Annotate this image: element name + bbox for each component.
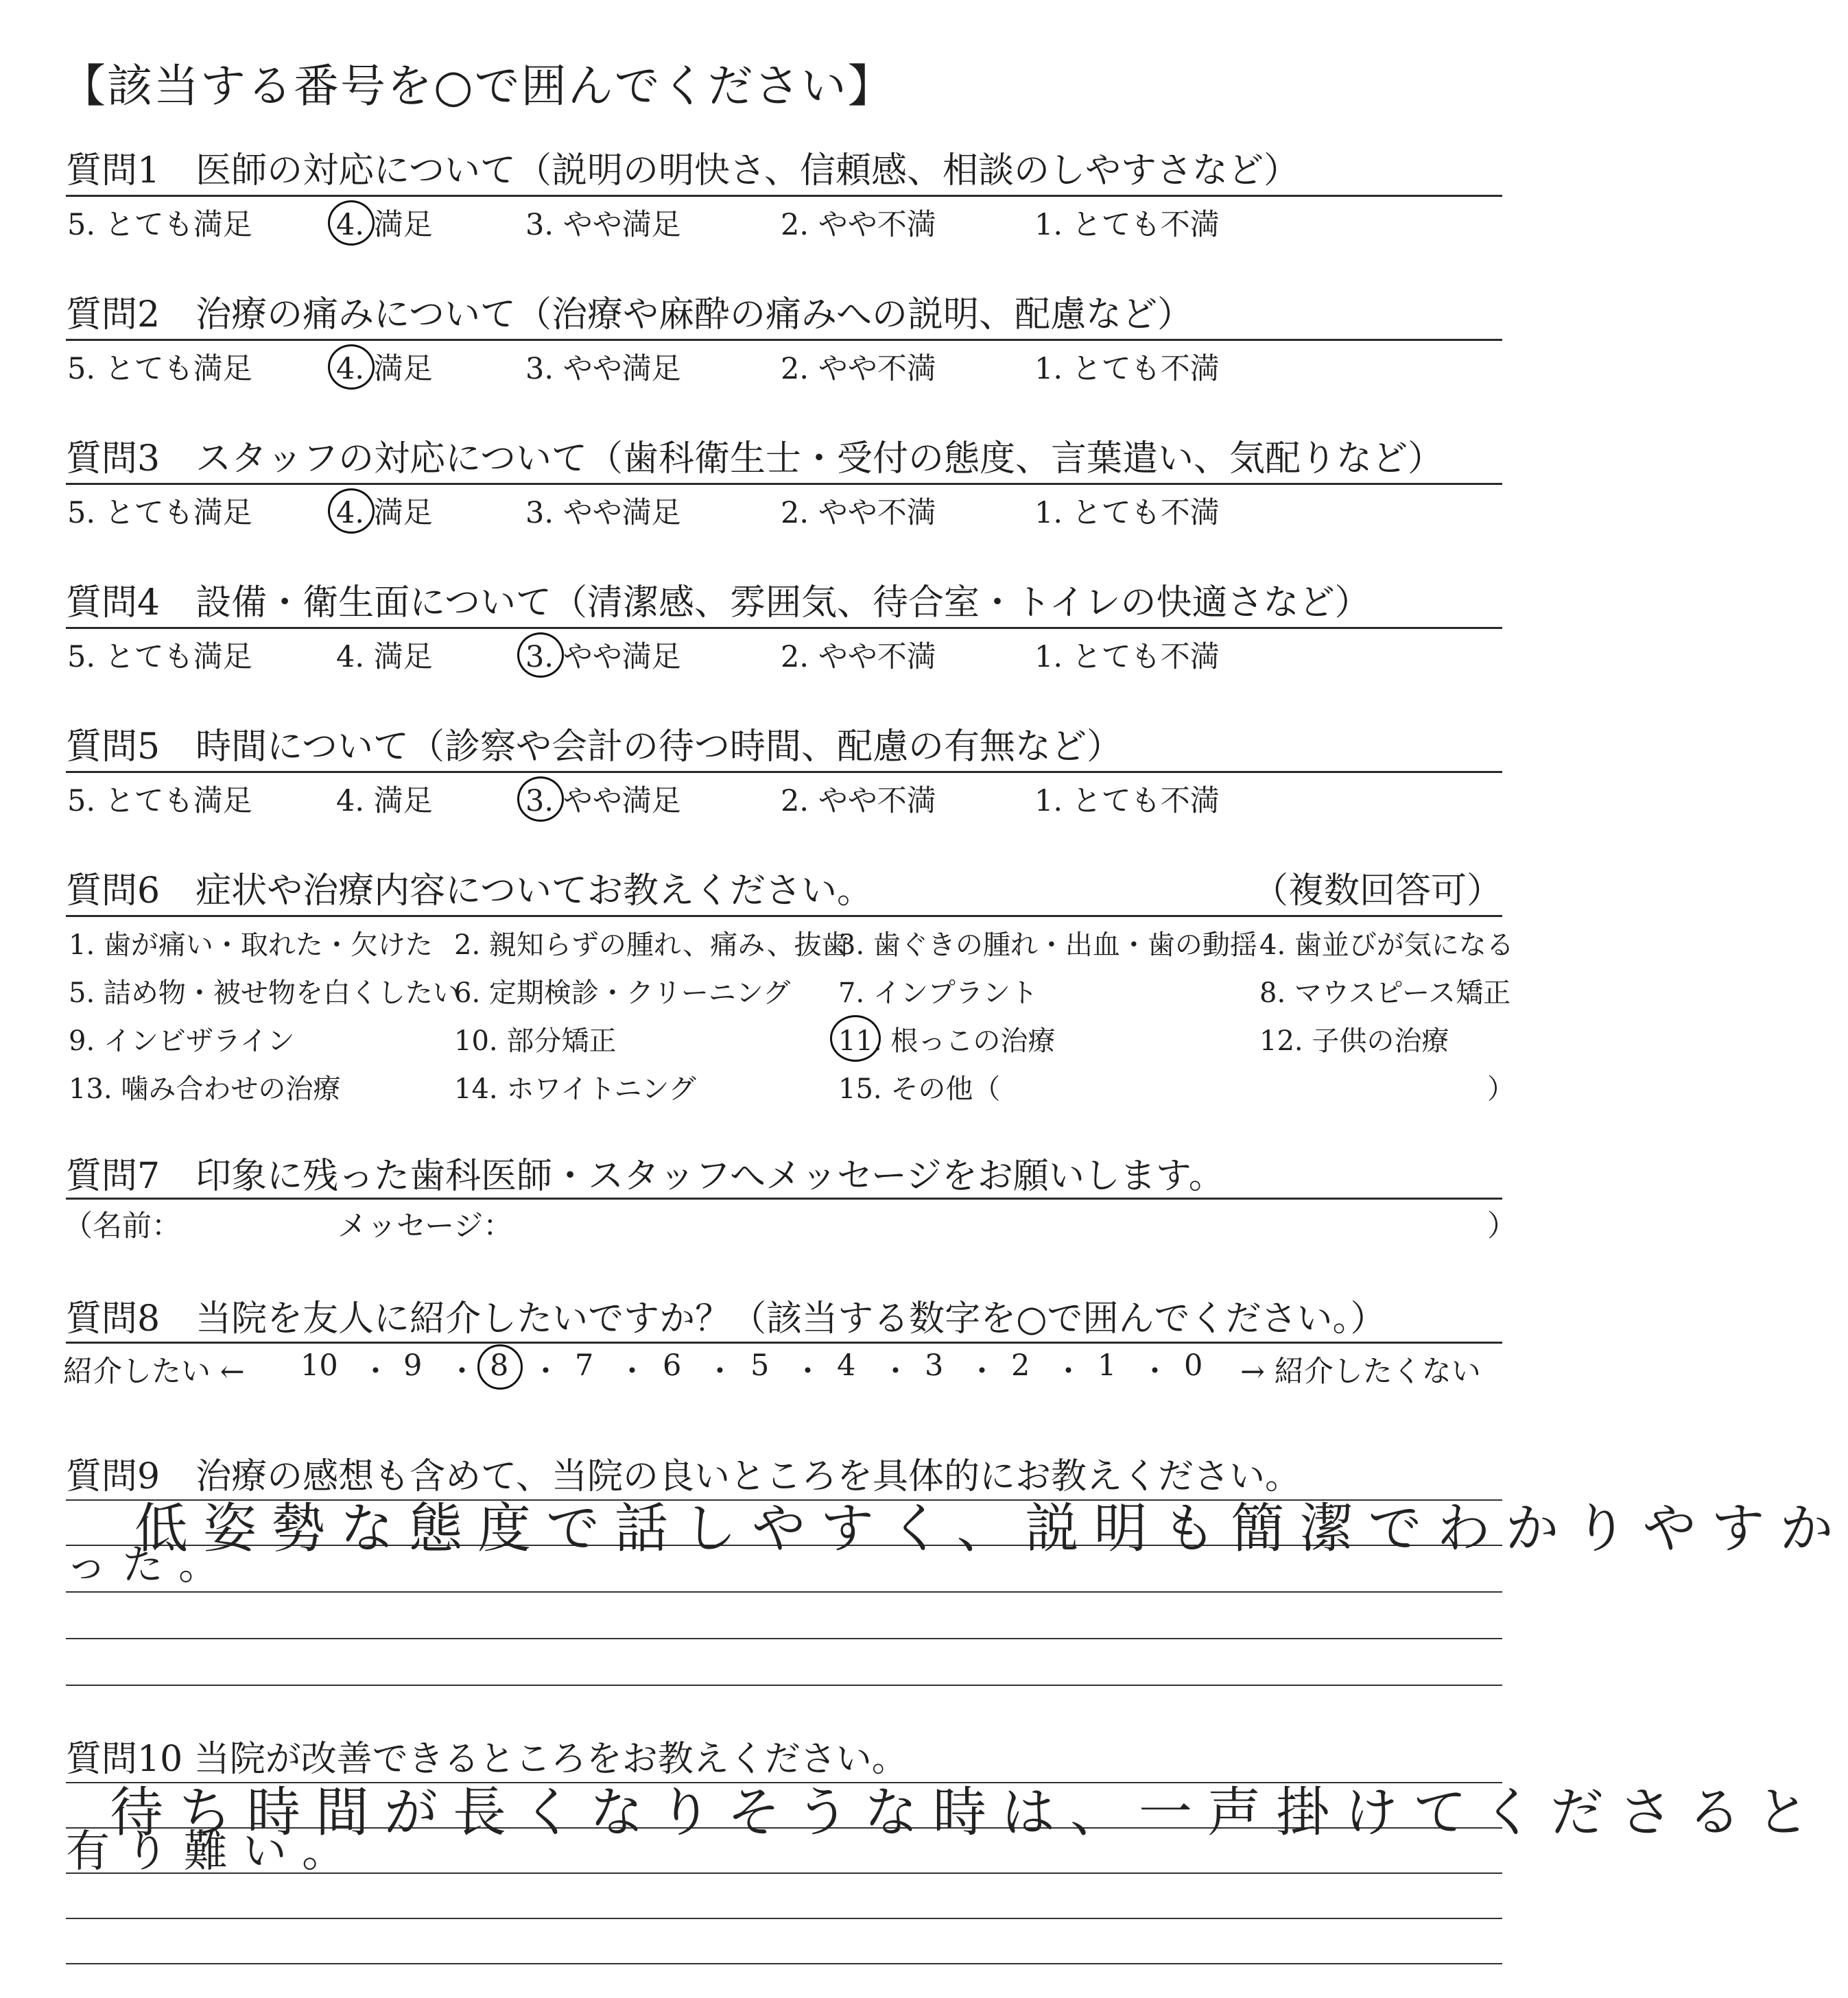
option-4[interactable]: 4. 満足 (336, 208, 433, 242)
divider (66, 771, 1502, 773)
option-3[interactable]: 3. やや満足 (525, 496, 681, 530)
symptom-option-4[interactable]: 4. 歯並びが気になる (1259, 929, 1514, 961)
rating-9[interactable]: 9 (403, 1348, 423, 1383)
option-2[interactable]: 2. やや不満 (781, 352, 936, 386)
separator-dot: ・ (447, 1355, 477, 1389)
symptom-option-14[interactable]: 14. ホワイトニング (454, 1073, 696, 1105)
symptom-option-12[interactable]: 12. 子供の治療 (1259, 1025, 1449, 1057)
option-1[interactable]: 1. とても不満 (1034, 640, 1220, 674)
handwritten-answer-line-1: 待ち時間が長くなりそうな時は、一声掛けてくださると (110, 1782, 1825, 1844)
selection-circle (328, 488, 375, 534)
question-title: 質問6 症状や治療内容についてお教えください。 (66, 870, 873, 912)
option-5[interactable]: 5. とても満足 (67, 784, 252, 818)
question-title: 質問3 スタッフの対応について（歯科衛生士・受付の態度、言葉遣い、気配りなど） (66, 438, 1444, 479)
symptom-option-1[interactable]: 1. 歯が痛い・取れた・欠けた (69, 929, 433, 961)
symptom-option-3[interactable]: 3. 歯ぐきの腫れ・出血・歯の動揺 (838, 929, 1257, 961)
option-2[interactable]: 2. やや不満 (781, 640, 936, 674)
divider (66, 1198, 1502, 1200)
symptom-option-9[interactable]: 9. インビザライン (69, 1025, 295, 1057)
divider (66, 483, 1502, 485)
option-4[interactable]: 4. 満足 (336, 640, 433, 674)
rating-7[interactable]: 7 (575, 1348, 594, 1383)
option-5[interactable]: 5. とても満足 (67, 496, 252, 530)
rating-0[interactable]: 0 (1184, 1348, 1203, 1383)
name-label: （名前： (63, 1209, 181, 1244)
recommend-left-label: 紹介したい ← (63, 1355, 245, 1389)
page-title: 【該当する番号を○で囲んでください】 (60, 60, 895, 112)
option-4[interactable]: 4. 満足 (336, 496, 433, 530)
separator-dot: ・ (531, 1355, 560, 1389)
option-3[interactable]: 3. やや満足 (525, 640, 681, 674)
separator-dot: ・ (1140, 1355, 1170, 1389)
answer-line (66, 1918, 1502, 1919)
multiple-answer-note: （複数回答可） (1253, 870, 1503, 912)
rating-5[interactable]: 5 (750, 1348, 770, 1383)
rating-8[interactable]: 8 (490, 1348, 509, 1383)
symptom-option-7[interactable]: 7. インプラント (838, 977, 1038, 1009)
answer-line (66, 1591, 1502, 1593)
answer-line (66, 1638, 1502, 1639)
option-3[interactable]: 3. やや満足 (525, 208, 681, 242)
separator-dot: ・ (881, 1355, 910, 1389)
selection-circle (328, 200, 375, 246)
handwritten-answer-line-2: った。 (66, 1541, 235, 1589)
rating-10[interactable]: 10 (300, 1348, 338, 1383)
other-close-paren: ） (1487, 1073, 1515, 1105)
option-1[interactable]: 1. とても不満 (1034, 352, 1220, 386)
symptom-option-6[interactable]: 6. 定期検診・クリーニング (454, 977, 791, 1009)
handwritten-answer-line-2: 有り難い。 (66, 1827, 361, 1877)
symptom-option-2[interactable]: 2. 親知らずの腫れ、痛み、抜歯 (454, 929, 849, 961)
selection-circle (477, 1344, 523, 1390)
selection-circle (830, 1015, 881, 1062)
question-title: 質問10 当院が改善できるところをお教えください。 (66, 1739, 908, 1780)
option-1[interactable]: 1. とても不満 (1034, 784, 1220, 818)
rating-6[interactable]: 6 (663, 1348, 682, 1383)
option-4[interactable]: 4. 満足 (336, 784, 433, 818)
question-title: 質問4 設備・衛生面について（清潔感、雰囲気、待合室・トイレの快適さなど） (66, 582, 1371, 623)
question-title: 質問8 当院を友人に紹介したいですか？（該当する数字を○で囲んでください。） (66, 1298, 1386, 1340)
rating-4[interactable]: 4 (837, 1348, 856, 1383)
answer-line (66, 1963, 1502, 1964)
selection-circle (328, 344, 375, 390)
separator-dot: ・ (617, 1355, 647, 1389)
question-title: 質問5 時間について（診察や会計の待つ時間、配慮の有無など） (66, 726, 1123, 768)
separator-dot: ・ (705, 1355, 735, 1389)
question-title: 質問7 印象に残った歯科医師・スタッフへメッセージをお願いします。 (66, 1156, 1224, 1197)
selection-circle (517, 776, 564, 822)
divider (66, 915, 1502, 917)
option-1[interactable]: 1. とても不満 (1034, 208, 1220, 242)
option-1[interactable]: 1. とても不満 (1034, 496, 1220, 530)
option-2[interactable]: 2. やや不満 (781, 784, 936, 818)
question-title: 質問1 医師の対応について（説明の明快さ、信頼感、相談のしやすさなど） (66, 150, 1299, 191)
separator-dot: ・ (967, 1355, 997, 1389)
option-3[interactable]: 3. やや満足 (525, 784, 681, 818)
rating-2[interactable]: 2 (1011, 1348, 1030, 1383)
option-5[interactable]: 5. とても満足 (67, 352, 252, 386)
symptom-option-11[interactable]: 11. 根っこの治療 (838, 1025, 1056, 1057)
symptom-option-10[interactable]: 10. 部分矯正 (454, 1025, 617, 1057)
symptom-option-15[interactable]: 15. その他（ (838, 1073, 1001, 1105)
question-title: 質問9 治療の感想も含めて、当院の良いところを具体的にお教えください。 (66, 1456, 1301, 1497)
symptom-option-13[interactable]: 13. 噛み合わせの治療 (69, 1073, 341, 1105)
message-label: メッセージ： (337, 1209, 513, 1244)
divider (66, 339, 1502, 341)
message-close-paren: ） (1487, 1209, 1517, 1244)
option-2[interactable]: 2. やや不満 (781, 208, 936, 242)
divider (66, 1342, 1502, 1344)
separator-dot: ・ (793, 1355, 822, 1389)
rating-3[interactable]: 3 (925, 1348, 944, 1383)
option-5[interactable]: 5. とても満足 (67, 640, 252, 674)
selection-circle (517, 632, 564, 678)
divider (66, 195, 1502, 197)
question-title: 質問2 治療の痛みについて（治療や麻酔の痛みへの説明、配慮など） (66, 294, 1194, 335)
answer-line (66, 1685, 1502, 1686)
option-4[interactable]: 4. 満足 (336, 352, 433, 386)
option-2[interactable]: 2. やや不満 (781, 496, 936, 530)
handwritten-answer-line-1: 低姿勢な態度で話しやすく、説明も簡潔でわかりやすか (134, 1498, 1848, 1560)
symptom-option-5[interactable]: 5. 詰め物・被せ物を白くしたい (69, 977, 460, 1009)
symptom-option-8[interactable]: 8. マウスピース矯正 (1259, 977, 1511, 1009)
option-5[interactable]: 5. とても満足 (67, 208, 252, 242)
recommend-right-label: → 紹介したくない (1240, 1355, 1481, 1389)
divider (66, 627, 1502, 629)
rating-1[interactable]: 1 (1098, 1348, 1117, 1383)
separator-dot: ・ (1054, 1355, 1083, 1389)
option-3[interactable]: 3. やや満足 (525, 352, 681, 386)
separator-dot: ・ (361, 1355, 390, 1389)
